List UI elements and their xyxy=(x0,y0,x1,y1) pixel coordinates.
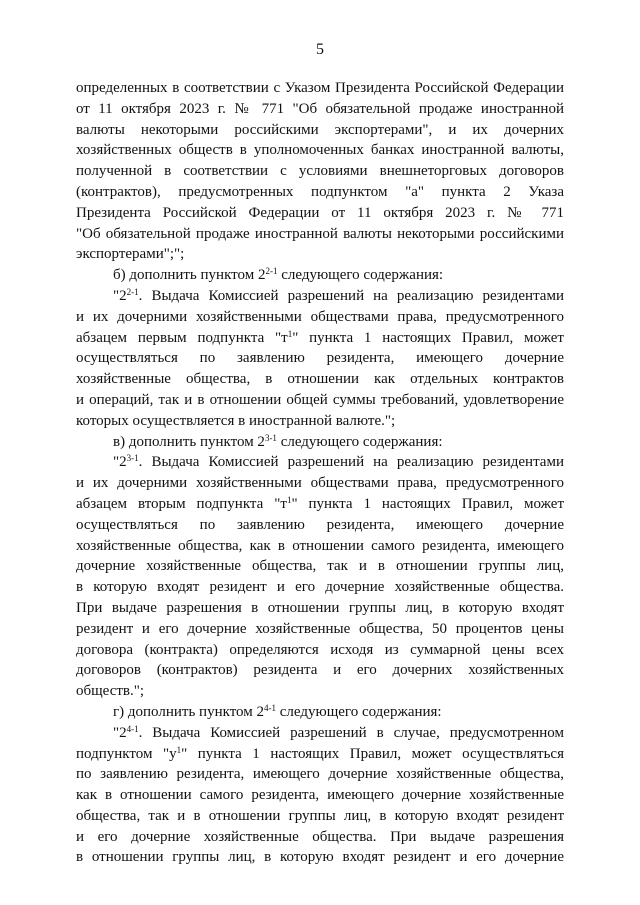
text-segment: и их дочерними хозяйственными обществами права, предусмотренного xyxy=(76,308,564,325)
text-line xyxy=(76,806,564,827)
text-line xyxy=(76,577,564,598)
text-segment: экспортерами";"; xyxy=(76,246,185,263)
text-segment: полученной в соответствии с условиями внешнеторговых договоров xyxy=(76,163,564,180)
text-segment: следующего содержания: xyxy=(276,433,443,450)
text-line xyxy=(76,390,564,411)
text-segment: по заявлению резидента, имеющего дочерние хозяйственные общества, xyxy=(76,766,564,783)
text-line xyxy=(76,681,564,702)
text-line xyxy=(76,203,564,224)
text-line xyxy=(76,369,564,390)
text-segment: которых осуществляется в иностранной валюте."; xyxy=(76,412,396,429)
text-segment: осуществляться по заявлению резидента, имеющего дочерние xyxy=(76,350,564,367)
text-segment: "Об обязательной продаже иностранной валюты некоторыми российскими xyxy=(76,225,564,242)
text-segment: в) дополнить пунктом 2 xyxy=(113,433,265,450)
text-line xyxy=(76,265,564,286)
superscript: 2-1 xyxy=(126,286,139,297)
superscript: 4-1 xyxy=(264,702,277,713)
text-line xyxy=(76,411,564,432)
text-line xyxy=(76,328,564,349)
text-segment: . Выдача Комиссией разрешений на реализацию резидентами xyxy=(138,287,564,304)
text-segment: (контрактов), предусмотренных подпунктом "а" пункта 2 Указа xyxy=(76,183,564,200)
text-line xyxy=(76,515,564,536)
text-segment: от 11 октября 2023 г. № 771 "Об обязательной продаже иностранной xyxy=(76,100,564,117)
text-line xyxy=(76,99,564,120)
text-segment: . Выдача Комиссией разрешений на реализацию резидентами xyxy=(138,454,564,471)
text-segment: и их дочерними хозяйственными обществами права, предусмотренного xyxy=(76,475,564,492)
superscript: 1 xyxy=(286,494,292,505)
text-segment: подпунктом "у xyxy=(76,745,177,762)
text-segment: При выдаче разрешения в отношении группы лиц, в которую входят xyxy=(76,599,564,616)
text-line xyxy=(76,348,564,369)
text-line xyxy=(76,494,564,515)
text-line xyxy=(76,619,564,640)
text-segment: хозяйственных обществ в уполномоченных банках иностранной валюты, xyxy=(76,142,564,159)
text-line xyxy=(76,452,564,473)
text-segment: . Выдача Комиссией разрешений в случае, предусмотренном xyxy=(138,724,564,741)
text-segment: дочерние хозяйственные общества, так и в отношении группы лиц, xyxy=(76,558,564,575)
text-segment: "2 xyxy=(113,454,127,471)
text-segment: хозяйственные общества, как в отношении самого резидента, имеющего xyxy=(76,537,564,554)
text-line xyxy=(76,224,564,245)
text-segment: договоров (контрактов) резидента и его дочерних хозяйственных xyxy=(76,662,564,679)
text-segment: г) дополнить пунктом 2 xyxy=(113,703,265,720)
body-text xyxy=(76,78,564,868)
text-line xyxy=(76,286,564,307)
text-line xyxy=(76,723,564,744)
text-line xyxy=(76,827,564,848)
superscript: 3-1 xyxy=(126,453,139,464)
text-segment: следующего содержания: xyxy=(276,703,442,720)
text-segment: в отношении группы лиц, в которую входят резидент и его дочерние xyxy=(76,849,564,866)
text-segment: " пункта 1 настоящих Правил, может xyxy=(291,495,564,512)
text-segment: " пункта 1 настоящих Правил, может xyxy=(292,329,564,346)
text-line xyxy=(76,598,564,619)
text-line xyxy=(76,785,564,806)
text-line xyxy=(76,161,564,182)
text-line xyxy=(76,556,564,577)
superscript: 1 xyxy=(287,328,293,339)
text-segment: Президента Российской Федерации от 11 октября 2023 г. № 771 xyxy=(76,204,564,221)
text-segment: и его дочерние хозяйственные общества. При выдаче разрешения xyxy=(76,828,564,845)
text-segment: общества, так и в отношении группы лиц, в которую входят резидент xyxy=(76,807,564,824)
text-segment: валюты некоторыми российскими экспортерами", и их дочерних xyxy=(76,121,564,138)
page-number: 5 xyxy=(316,41,324,58)
superscript: 2-1 xyxy=(265,266,278,277)
text-line xyxy=(76,307,564,328)
text-segment: следующего содержания: xyxy=(277,267,444,284)
superscript: 4-1 xyxy=(126,723,139,734)
text-line xyxy=(76,702,564,723)
text-segment: абзацем первым подпункта "т xyxy=(76,329,288,346)
text-line xyxy=(76,536,564,557)
text-line xyxy=(76,744,564,765)
text-line xyxy=(76,764,564,785)
text-segment: договора (контракта) определяются исходя из суммарной цены всех xyxy=(76,641,564,658)
text-segment: "2 xyxy=(113,287,127,304)
text-line xyxy=(76,120,564,141)
text-segment: обществ."; xyxy=(76,683,145,700)
text-segment: в которую входят резидент и его дочерние хозяйственные общества. xyxy=(76,579,564,596)
text-line xyxy=(76,182,564,203)
text-line xyxy=(76,473,564,494)
text-segment: хозяйственные общества, в отношении как отдельных контрактов xyxy=(76,371,564,388)
text-segment: резидент и его дочерние хозяйственные общества, 50 процентов цены xyxy=(76,620,564,637)
text-segment: осуществляться по заявлению резидента, имеющего дочерние xyxy=(76,516,564,533)
text-segment: и операций, так и в отношении общей суммы требований, удовлетворение xyxy=(76,391,564,408)
text-line xyxy=(76,660,564,681)
text-line xyxy=(76,640,564,661)
text-line xyxy=(76,78,564,99)
superscript: 3-1 xyxy=(264,432,277,443)
text-segment: б) дополнить пунктом 2 xyxy=(113,267,266,284)
text-segment: как в отношении самого резидента, имеющего дочерние хозяйственные xyxy=(76,787,564,804)
text-segment: "2 xyxy=(113,724,127,741)
text-line xyxy=(76,847,564,868)
text-line xyxy=(76,244,564,265)
text-line xyxy=(76,432,564,453)
text-line xyxy=(76,140,564,161)
text-segment: определенных в соответствии с Указом Президента Российской Федерации xyxy=(76,80,564,96)
text-segment: " пункта 1 настоящих Правил, может осуществляться xyxy=(181,745,564,762)
text-segment: абзацем вторым подпункта "т xyxy=(76,495,287,512)
superscript: 1 xyxy=(176,744,182,755)
